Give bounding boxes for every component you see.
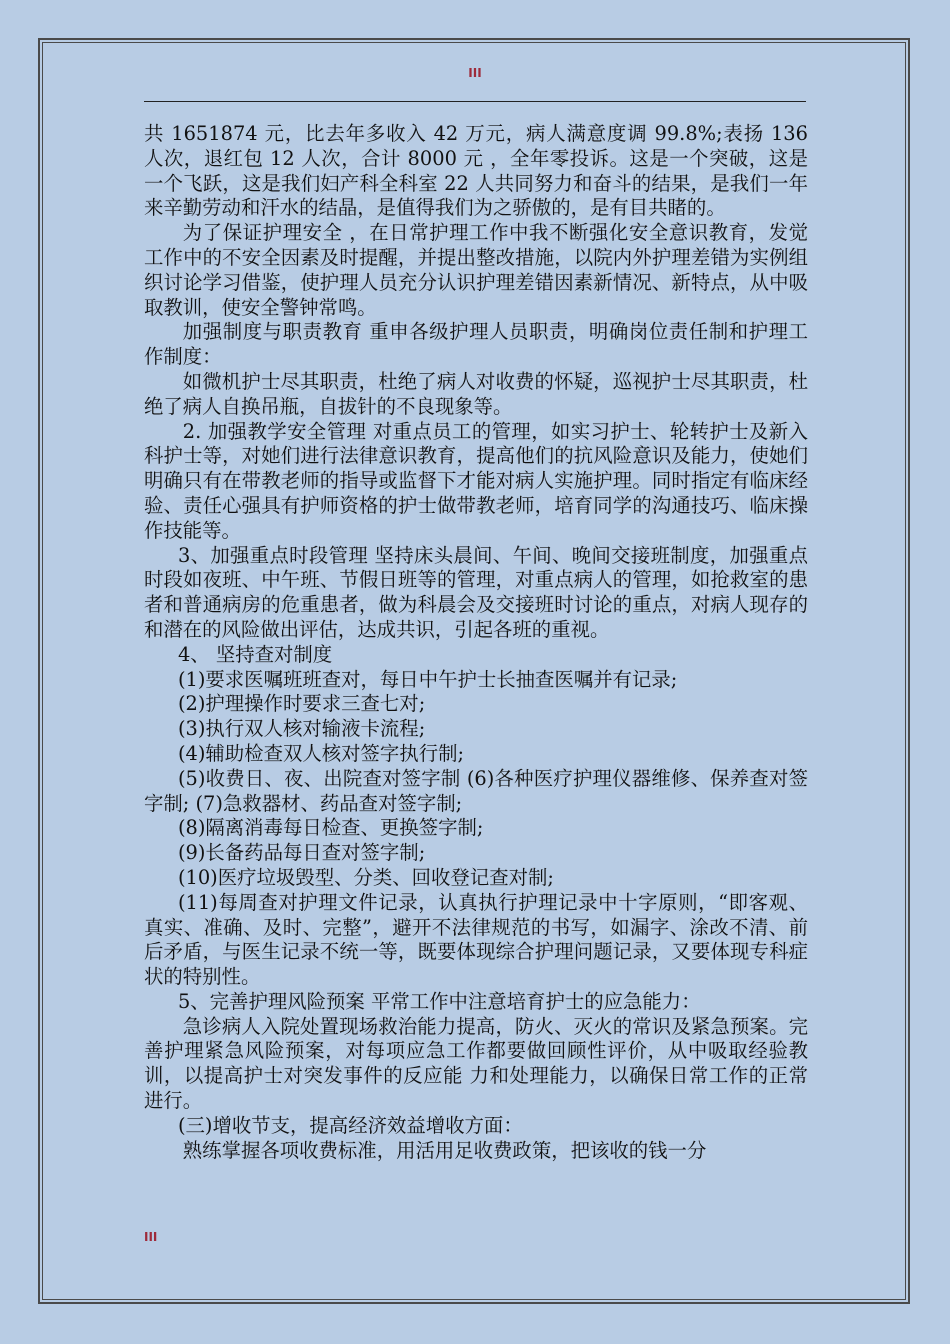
list-item: (10)医疗垃圾毁型、分类、回收登记查对制;	[177, 865, 554, 889]
paragraph: 为了保证护理安全 ，在日常护理工作中我不断强化安全意识教育，发觉工作中的不安全因素及时提醒，并提出整改措施，以院内外护理差错为实例组织讨论学习借鉴，使护理人员充分认识护理差错因素新情况、新特点，从中吸取教训，使安全警钟常鸣。	[144, 221, 808, 319]
list-item: (2)护理操作时要求三查七对;	[177, 692, 426, 716]
list-item: (5)收费日、夜、出院查对签字制 (6)各种医疗护理仪器维修、保养查对签字制; (7)急救器材、药品查对签字制;	[144, 766, 808, 815]
footer-page-mark: III	[144, 1230, 158, 1244]
list-item: (8)隔离消毒每日检查、更换签字制;	[177, 816, 484, 840]
section-heading: (三)增收节支，提高经济效益增收方面：	[177, 1113, 523, 1137]
section-heading: 4、 坚持查对制度	[177, 642, 333, 666]
list-item: (1)要求医嘱班班查对，每日中午护士长抽查医嘱并有记录;	[177, 667, 678, 691]
list-item: (9)长备药品每日查对签字制;	[177, 841, 426, 865]
paragraph: 熟练掌握各项收费标准，用活用足收费政策，把该收的钱一分	[182, 1138, 707, 1162]
section-heading: 5、完善护理风险预案 平常工作中注意培育护士的应急能力：	[177, 989, 701, 1013]
list-item: (11)每周查对护理文件记录，认真执行护理记录中十字原则，“即客观、真实、准确、及时、完整”，避开不法律规范的书写，如漏字、涂改不清、前后矛盾，与医生记录不统一等，既要体现综合护理问题记录，又要体现专科症状的特别性。	[144, 890, 808, 989]
paragraph: 如微机护士尽其职责，杜绝了病人对收费的怀疑，巡视护士尽其职责，杜绝了病人自换吊瓶，自拔针的不良现象等。	[144, 369, 808, 418]
header-page-mark: III	[468, 66, 482, 80]
list-item: (3)执行双人核对输液卡流程;	[177, 717, 426, 741]
paragraph: 共 1651874 元，比去年多收入 42 万元，病人满意度调 99.8%;表扬 136 人次，退红包 12 人次，合计 8000 元 ，全年零投诉。这是一个突破，这是一个飞跃，这是我们妇产科全科室 22 人共同努力和奋斗的结果，是我们一年来辛勤劳动和汗水的结晶，是值得我们为之骄傲的，是有目共睹的。	[144, 122, 808, 220]
list-item: (4)辅助检查双人核对签字执行制;	[177, 741, 465, 765]
paragraph: 加强制度与职责教育 重申各级护理人员职责，明确岗位责任制和护理工作制度：	[144, 320, 808, 369]
paragraph: 急诊病人入院处置现场救治能力提高，防火、灭火的常识及紧急预案。完善护理紧急风险预案，对每项应急工作都要做回顾性评价，从中吸取经验教训，以提高护士对突发事件的反应能 力和处理能力，以确保日常工作的正常进行。	[144, 1014, 808, 1113]
document-body	[144, 122, 808, 1163]
paragraph: 2. 加强教学安全管理 对重点员工的管理，如实习护士、轮转护士及新入科护士等，对她们进行法律意识教育，提高他们的抗风险意识及能力，使她们明确只有在带教老师的指导或监督下才能对病人实施护理。同时指定有临床经验、责任心强具有护师资格的护士做带教老师，培育同学的沟通技巧、临床操作技能等。	[144, 419, 808, 542]
header-divider	[144, 101, 806, 102]
paragraph: 3、加强重点时段管理 坚持床头晨间、午间、晚间交接班制度，加强重点时段如夜班、中午班、节假日班等的管理，对重点病人的管理，如抢救室的患者和普通病房的危重患者，做为科晨会及交接班时讨论的重点，对病人现存的和潜在的风险做出评估，达成共识，引起各班的重视。	[144, 543, 808, 641]
